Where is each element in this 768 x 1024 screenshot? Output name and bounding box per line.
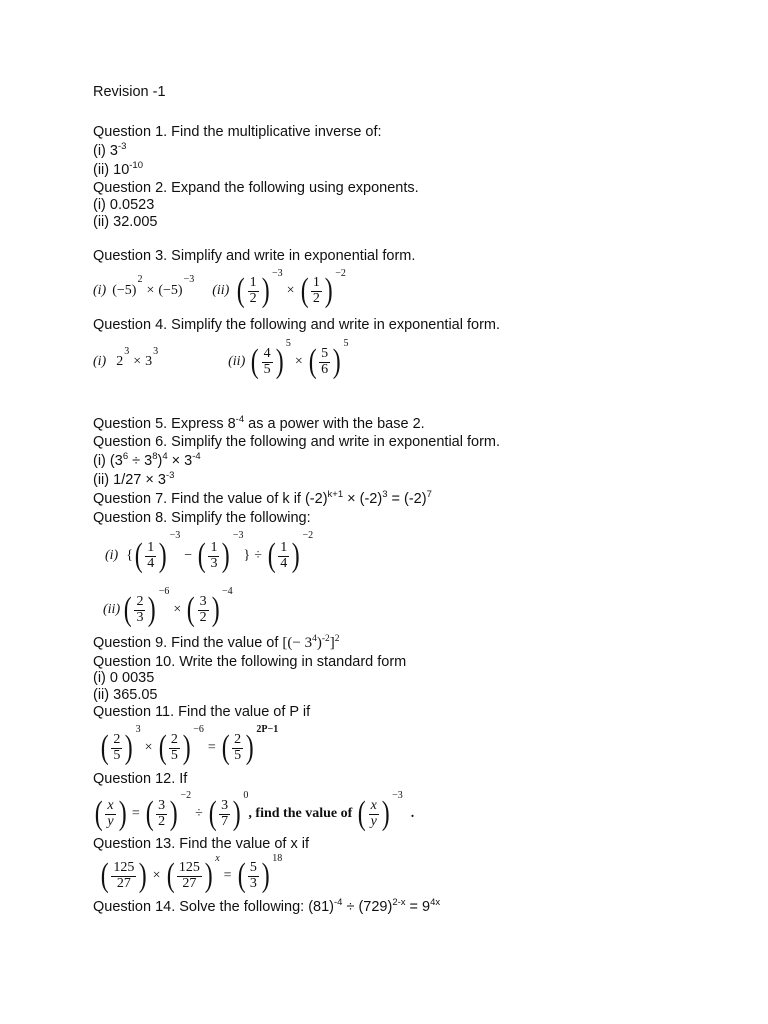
- q8-part-i-expression: (i) { ( $\frac{1}{4}$ ) −3 − ( $\frac{1}{3}$ ) −3 } ÷ ( $\frac{1}{4}$ ) −2: [105, 530, 314, 574]
- q8-part-ii-expression: (ii) ( $\frac{2}{3}$ ) −6 × ( $\frac{3}{2}$ ) −4: [103, 586, 233, 628]
- q10-part-ii: (ii) 365.05: [93, 687, 158, 703]
- question-10: Question 10. Write the following in standard form: [93, 654, 407, 670]
- question-2: Question 2. Expand the following using exponents.: [93, 180, 419, 196]
- q11-expression: ( $\frac{2}{5}$ ) 3 × ( $\frac{2}{5}$ ) −6 = ( $\frac{2}{5}$ ) 2P−1: [100, 724, 279, 766]
- question-8: Question 8. Simplify the following:: [93, 510, 311, 526]
- q10-part-i: (i) 0 0035: [93, 670, 155, 686]
- question-7: Question 7. Find the value of k if $(-2)^{k+1} \times (-2)^3 = (-2)^7$: [93, 489, 432, 507]
- question-12: Question 12. If: [93, 771, 188, 787]
- question-14: Question 14. Solve the following: $(81)^{-4} \div (729)^{2-x} = 9^{4x}$: [93, 897, 441, 915]
- q4-expression: (i) 2 3 × 3 3 (ii) ( $\frac{4}{5}$ ) 5 × ( $\frac{5}{6}$ ) 5: [93, 338, 349, 380]
- q2-part-i: (i) 0.0523: [93, 197, 155, 213]
- q1-part-i: (i) $3^{-3}$: [93, 141, 127, 159]
- q6-part-ii: (ii) $1/27 \times 3^{-3}$: [93, 470, 175, 488]
- page-title: Revision -1: [93, 84, 166, 100]
- question-4: Question 4. Simplify the following and write in exponential form.: [93, 317, 501, 333]
- q1-part-ii: (ii) $10^{-10}$: [93, 160, 143, 178]
- q6-part-i: (i) $(3^6 \div 3^8)^4 \times 3^{-4}$: [93, 451, 201, 469]
- q2-part-ii: (ii) 32.005: [93, 214, 158, 230]
- q3-expression: (i) (−5) 2 × (−5) −3 (ii) ( $\frac{1}{2}$ ) −3 × ( $\frac{1}{2}$ ) −2: [93, 268, 346, 309]
- q12-expression: ( $\frac{x}{y}$ ) = ( $\frac{3}{2}$ ) −2 ÷ ( $\frac{3}{7}$ ) 0 , find the value of ( $\frac{x}{y}$ ) −3 .: [94, 790, 415, 832]
- question-1: Question 1. Find the multiplicative inverse of:: [93, 124, 382, 140]
- question-13: Question 13. Find the value of x if: [93, 836, 310, 852]
- q13-expression: ( $\frac{125}{27}$ ) × ( $\frac{125}{27}$ ) x = ( $\frac{5}{3}$ ) 18: [100, 853, 283, 894]
- question-9: Question 9. Find the value of [(− $3^4)^{-2}]^2$: [93, 634, 340, 651]
- question-5: Question 5. Express $8^{-4}$ as a power with the base 2.: [93, 414, 425, 432]
- question-3: Question 3. Simplify and write in exponential form.: [93, 248, 416, 264]
- question-6: Question 6. Simplify the following and write in exponential form.: [93, 434, 501, 450]
- question-11: Question 11. Find the value of P if: [93, 704, 311, 720]
